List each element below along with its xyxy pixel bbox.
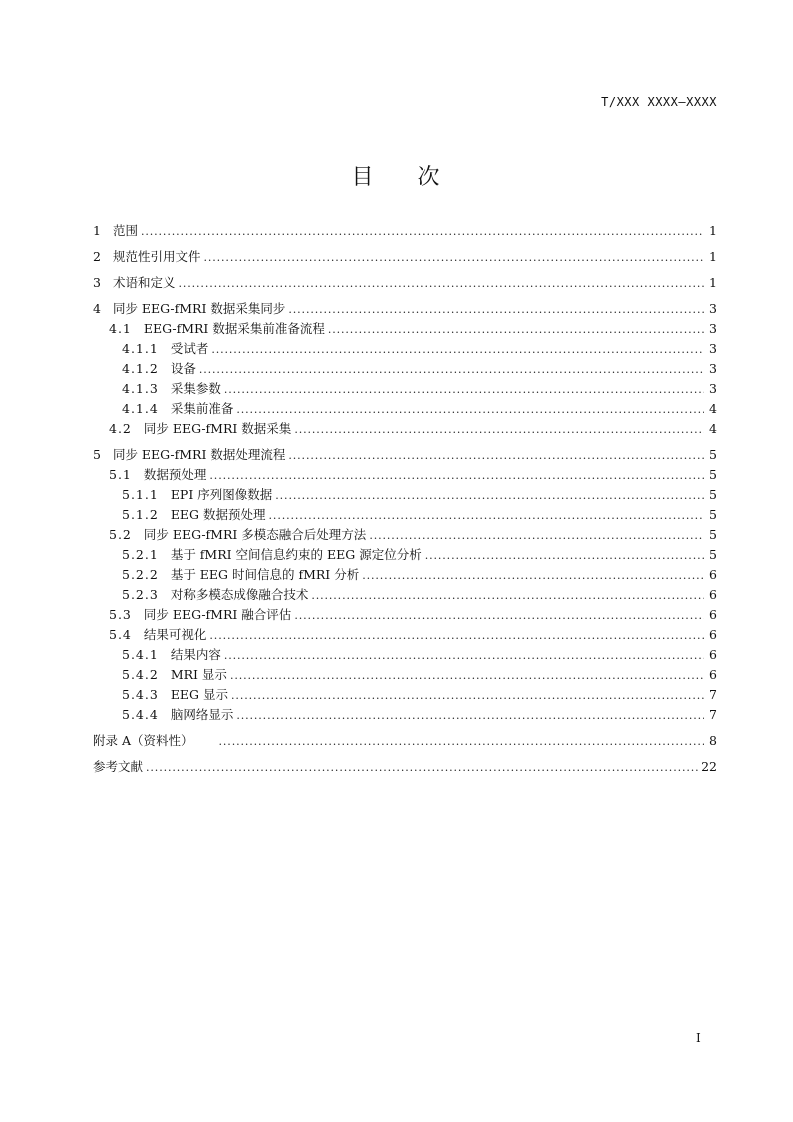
toc-entry[interactable]: 1 范围 . . . 1	[93, 221, 717, 241]
toc-entry[interactable]: 4 同步 EEG-fMRI 数据采集同步 . . . 3	[93, 299, 717, 319]
toc-entry[interactable]: 5.1.1 EPI 序列图像数据 . . . 5	[93, 485, 717, 505]
dot-leader	[275, 485, 704, 505]
dot-leader	[369, 525, 704, 545]
dot-leader	[211, 339, 704, 359]
toc-entry[interactable]: 4.1.2 设备 . . . 3	[93, 359, 717, 379]
toc-entry[interactable]: 5.4.1 结果内容 . . . 6	[93, 645, 717, 665]
dot-leader	[425, 545, 704, 565]
table-of-contents	[93, 221, 717, 777]
dot-leader	[236, 399, 704, 419]
toc-title-part1: 目	[351, 165, 376, 190]
toc-entry[interactable]: 5.2.3 对称多模态成像融合技术 . . . 6	[93, 585, 717, 605]
toc-entry[interactable]: 4.1 EEG-fMRI 数据采集前准备流程 . . . 3	[93, 319, 717, 339]
toc-entry[interactable]: 4.1.3 采集参数 . . . 3	[93, 379, 717, 399]
dot-leader	[294, 419, 704, 439]
dot-leader	[230, 665, 704, 685]
toc-entry[interactable]: 5.1 数据预处理 . . . 5	[93, 465, 717, 485]
toc-entry[interactable]: 2 规范性引用文件 . . . 1	[93, 247, 717, 267]
dot-leader	[362, 565, 704, 585]
dot-leader	[209, 465, 704, 485]
toc-entry[interactable]: 4.1.1 受试者 . . . 3	[93, 339, 717, 359]
toc-entry[interactable]: 5.1.2 EEG 数据预处理 . . . 5	[93, 505, 717, 525]
document-code: T/XXX XXXX—XXXX	[601, 95, 717, 109]
dot-leader	[269, 505, 704, 525]
toc-entry[interactable]: 5.3 同步 EEG-fMRI 融合评估 . . . 6	[93, 605, 717, 625]
dot-leader	[311, 585, 704, 605]
toc-entry[interactable]: 4.1.4 采集前准备 . . . 4	[93, 399, 717, 419]
toc-entry[interactable]: 5.4.3 EEG 显示 . . . 7	[93, 685, 717, 705]
dot-leader	[236, 705, 704, 725]
toc-entry[interactable]: 5 同步 EEG-fMRI 数据处理流程 . . . 5	[93, 445, 717, 465]
dot-leader	[146, 757, 698, 777]
toc-entry[interactable]: 5.4 结果可视化 . . . 6	[93, 625, 717, 645]
toc-entry[interactable]: 5.2.1 基于 fMRI 空间信息约束的 EEG 源定位分析 . . . 5	[93, 545, 717, 565]
toc-entry[interactable]: 5.2 同步 EEG-fMRI 多模态融合后处理方法 . . . 5	[93, 525, 717, 545]
toc-entry[interactable]: 3 术语和定义 . . . 1	[93, 273, 717, 293]
toc-entry[interactable]: 4.2 同步 EEG-fMRI 数据采集 . . . 4	[93, 419, 717, 439]
toc-title	[0, 160, 793, 191]
toc-title-part2: 次	[417, 165, 442, 190]
dot-leader	[294, 605, 704, 625]
dot-leader	[288, 445, 704, 465]
toc-entry[interactable]: 5.4.2 MRI 显示 . . . 6	[93, 665, 717, 685]
dot-leader	[224, 645, 704, 665]
dot-leader	[199, 359, 704, 379]
dot-leader	[178, 273, 704, 293]
toc-entry[interactable]: 5.4.4 脑网络显示 . . . 7	[93, 705, 717, 725]
toc-entry[interactable]: 参考文献 . . . 22	[93, 757, 717, 777]
dot-leader	[224, 379, 704, 399]
dot-leader	[141, 221, 704, 241]
toc-entry[interactable]: 5.2.2 基于 EEG 时间信息的 fMRI 分析 . . . 6	[93, 565, 717, 585]
dot-leader	[209, 625, 704, 645]
dot-leader	[219, 731, 704, 751]
page-number: I	[696, 1031, 701, 1045]
dot-leader	[328, 319, 704, 339]
toc-entry[interactable]: 附录 A（资料性） . . . 8	[93, 731, 717, 751]
dot-leader	[231, 685, 704, 705]
dot-leader	[288, 299, 704, 319]
dot-leader	[203, 247, 704, 267]
